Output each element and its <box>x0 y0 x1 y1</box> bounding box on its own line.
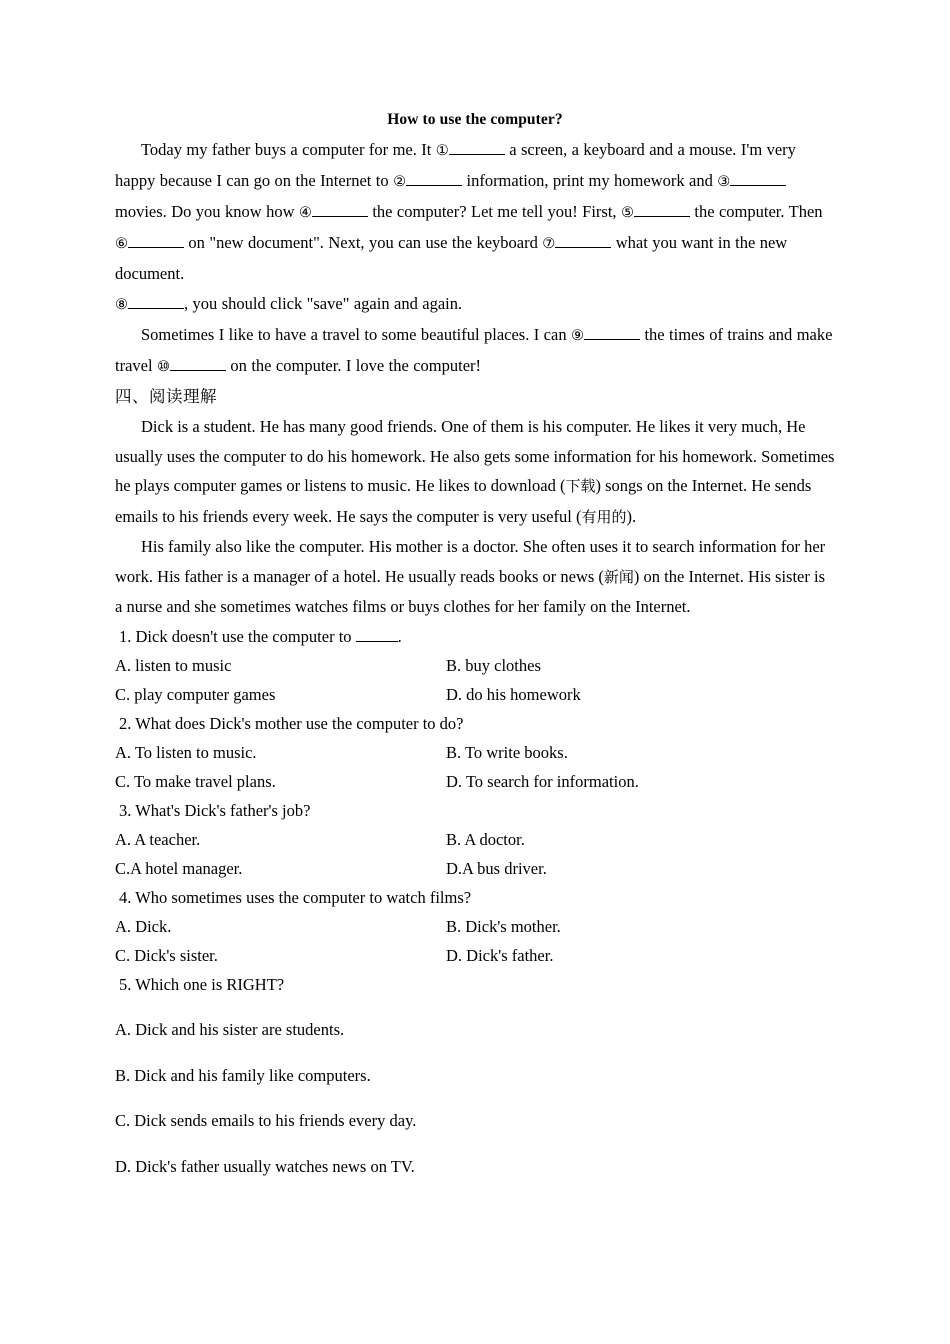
question-block <box>115 970 835 1181</box>
answer-blank[interactable] <box>128 247 184 248</box>
page-title: How to use the computer? <box>387 111 563 128</box>
option-choice[interactable]: C.A hotel manager. <box>115 858 243 878</box>
option-row <box>115 854 835 883</box>
answer-blank[interactable] <box>128 308 184 309</box>
option-row <box>115 738 835 767</box>
option-choice[interactable]: A. A teacher. <box>115 829 201 849</box>
option-choice[interactable]: C. Dick sends emails to his friends every day. <box>115 1111 417 1130</box>
option-choice[interactable]: B. A doctor. <box>446 829 525 849</box>
answer-blank[interactable] <box>449 154 505 155</box>
option-choice[interactable]: D. do his homework <box>446 684 581 704</box>
option-row <box>115 825 835 854</box>
option-row <box>115 912 835 941</box>
option-choice[interactable]: B. Dick and his family like computers. <box>115 1065 371 1085</box>
option-choice[interactable]: D.A bus driver. <box>446 858 547 878</box>
option-choice[interactable]: A. Dick. <box>115 916 172 936</box>
option-choice[interactable]: B. To write books. <box>446 742 568 762</box>
question-block <box>115 883 835 970</box>
question-block <box>115 796 835 883</box>
answer-blank[interactable] <box>634 216 690 217</box>
option-choice[interactable]: C. play computer games <box>115 684 276 704</box>
answer-blank[interactable] <box>356 641 398 642</box>
question-stem: 1. Dick doesn't use the computer to . <box>119 626 402 646</box>
option-choice[interactable]: B. Dick's mother. <box>446 916 561 936</box>
blank-number-marker: ⑨ <box>571 328 585 344</box>
answer-blank[interactable] <box>406 185 462 186</box>
blank-number-marker: ⑩ <box>157 359 170 375</box>
passage-paragraph: His family also like the computer. His mother is a doctor. She often uses it to search information for her work. His father is a manager of a hotel. He usually reads books or news (新闻) on the Internet. His sister is a nurse and she sometimes watches films or buys clothes for her family on the Internet. <box>115 537 826 616</box>
option-row <box>115 651 835 680</box>
option-choice[interactable]: A. Dick and his sister are students. <box>115 1020 345 1039</box>
question-stem: 2. What does Dick's mother use the computer to do? <box>119 713 464 733</box>
answer-blank[interactable] <box>312 216 368 217</box>
blank-number-marker: ⑥ <box>115 236 128 252</box>
chinese-gloss: 有用的 <box>581 507 627 526</box>
answer-blank[interactable] <box>584 339 640 340</box>
blank-number-marker: ⑦ <box>542 236 556 252</box>
option-row <box>115 767 835 796</box>
blank-number-marker: ⑤ <box>620 205 634 221</box>
question-list <box>115 622 835 1181</box>
question-block <box>115 622 835 709</box>
option-choice[interactable]: C. To make travel plans. <box>115 771 276 791</box>
answer-blank[interactable] <box>730 185 786 186</box>
answer-blank[interactable] <box>170 370 226 371</box>
option-choice[interactable]: B. buy clothes <box>446 655 541 675</box>
option-choice[interactable]: A. To listen to music. <box>115 742 257 762</box>
passage-paragraph: Dick is a student. He has many good friends. One of them is his computer. He likes it very much, He usually uses the computer to do his homework. He also gets some information for his homework. Sometimes he plays computer games or listens to music. He likes to download (下载) songs on the Internet. He sends emails to his friends every week. He says the computer is very useful (有用的). <box>115 417 835 526</box>
blank-number-marker: ① <box>435 143 449 159</box>
answer-blank[interactable] <box>555 247 611 248</box>
cloze-paragraph: Today my father buys a computer for me. It ① a screen, a keyboard and a mouse. I'm very happy because I can go on the Internet to ② information, print my homework and ③ movies. Do you know how ④ the computer? Let me tell you! First, ⑤ the computer. Then ⑥ on "new document". Next, you can use the keyboard ⑦ what you want in the new document. <box>115 140 823 283</box>
question-block <box>115 709 835 796</box>
blank-number-marker: ④ <box>298 205 312 221</box>
question-stem: 4. Who sometimes uses the computer to watch films? <box>119 887 472 907</box>
chinese-gloss: 下载 <box>565 477 596 495</box>
cloze-paragraph: ⑧ , you should click "save" again and again. <box>115 294 463 313</box>
option-choice[interactable]: D. To search for information. <box>446 771 639 791</box>
cloze-paragraph: Sometimes I like to have a travel to some beautiful places. I can ⑨ the times of trains and make travel ⑩ on the computer. I love the computer! <box>115 325 833 375</box>
cloze-section <box>115 135 835 382</box>
option-row <box>115 680 835 709</box>
question-stem: 5. Which one is RIGHT? <box>119 974 285 994</box>
option-row <box>115 941 835 970</box>
chinese-gloss: 新闻 <box>603 567 634 586</box>
reading-passage <box>115 412 835 622</box>
option-choice[interactable]: A. listen to music <box>115 655 232 675</box>
section-heading-reading: 四、阅读理解 <box>115 387 217 406</box>
option-choice[interactable]: C. Dick's sister. <box>115 945 218 965</box>
blank-number-marker: ⑧ <box>115 297 128 313</box>
blank-number-marker: ③ <box>717 174 731 190</box>
question-stem: 3. What's Dick's father's job? <box>119 800 311 820</box>
option-choice[interactable]: D. Dick's father usually watches news on TV. <box>115 1156 415 1176</box>
option-choice[interactable]: D. Dick's father. <box>446 945 554 965</box>
blank-number-marker: ② <box>393 174 407 190</box>
